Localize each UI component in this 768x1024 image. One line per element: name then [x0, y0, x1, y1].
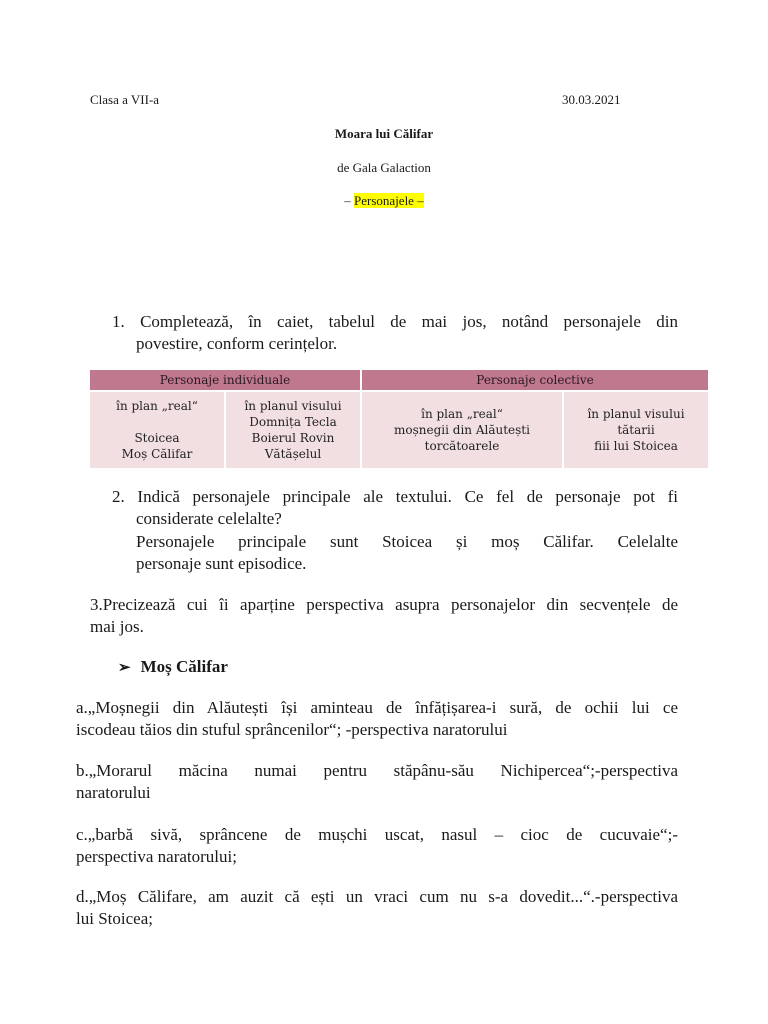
q1-line2: povestire, conform cerințelor. [136, 334, 338, 353]
cell-item: moșnegii din Alăutești [394, 423, 530, 437]
cell-item: Moș Călifar [121, 447, 193, 461]
item-b-line1: b.„Morarul măcina numai pentru stăpânu-său Nichipercea“;-perspectiva [76, 761, 678, 780]
cell-item: Stoicea [134, 431, 180, 445]
arrow-bullet-icon: ➢ [118, 660, 131, 676]
section-title: Moș Călifar [140, 657, 228, 676]
subtitle [0, 193, 768, 209]
cell-item: fiii lui Stoicea [594, 439, 678, 453]
header-colective: Personaje colective [361, 370, 708, 391]
item-c-line2: perspectiva naratorului; [76, 847, 237, 866]
table-row [90, 391, 708, 468]
item-d-line2: lui Stoicea; [76, 909, 153, 928]
cell-item: tătarii [617, 423, 655, 437]
subtitle-dash: – [344, 193, 351, 208]
item-a-line1: a.„Moșnegii din Alăutești își aminteau de înfățișarea-i sură, de ochii lui ce [76, 698, 678, 717]
item-b-line2: naratorului [76, 783, 151, 802]
cell-colective-dream [563, 391, 708, 468]
cell-item: torcătoarele [424, 439, 500, 453]
q2-answer-line2: personaje sunt episodice. [136, 554, 307, 573]
q3-line1: 3.Precizează cui îi aparține perspectiva asupra personajelor din secvențele de [90, 595, 678, 614]
cell-label: în plan „real“ [116, 399, 198, 413]
cell-label: în plan „real“ [421, 407, 503, 421]
q3-line2: mai jos. [90, 617, 144, 636]
cell-colective-real [361, 391, 563, 468]
cell-item: Vătășelul [264, 447, 322, 461]
cell-item: Domnița Tecla [249, 415, 337, 429]
section-heading [118, 656, 228, 679]
table-header-row [90, 370, 708, 391]
q2-line1: 2. Indică personajele principale ale textului. Ce fel de personaje pot fi [112, 487, 678, 506]
item-d-line1: d.„Moș Călifare, am auzit că ești un vraci cum nu s-a dovedit...“.-perspectiva [76, 887, 678, 906]
characters-table [90, 370, 708, 468]
q2-line2: considerate celelalte? [136, 509, 282, 528]
author-line: de Gala Galaction [337, 160, 431, 175]
item-a-line2: iscodeau tăios din stuful sprâncenilor“; -perspectiva naratorului [76, 720, 508, 739]
cell-label: în planul visului [587, 407, 685, 421]
cell-label: în planul visului [244, 399, 342, 413]
subtitle-highlight: Personajele – [354, 193, 424, 208]
item-c-line1: c.„barbă sivă, sprâncene de mușchi uscat, nasul – cioc de cucuvaie“;- [76, 825, 678, 844]
date: 30.03.2021 [562, 92, 621, 107]
header-individual: Personaje individuale [90, 370, 361, 391]
class-label: Clasa a VII-a [90, 92, 160, 107]
cell-individual-real [90, 391, 225, 468]
cell-item: Boierul Rovin [251, 431, 335, 445]
q1-line1: 1. Completează, în caiet, tabelul de mai jos, notând personajele din [112, 312, 678, 331]
cell-individual-dream [225, 391, 361, 468]
document-title: Moara lui Călifar [334, 126, 434, 141]
q2-answer-line1: Personajele principale sunt Stoicea și moș Călifar. Celelalte [136, 532, 678, 551]
